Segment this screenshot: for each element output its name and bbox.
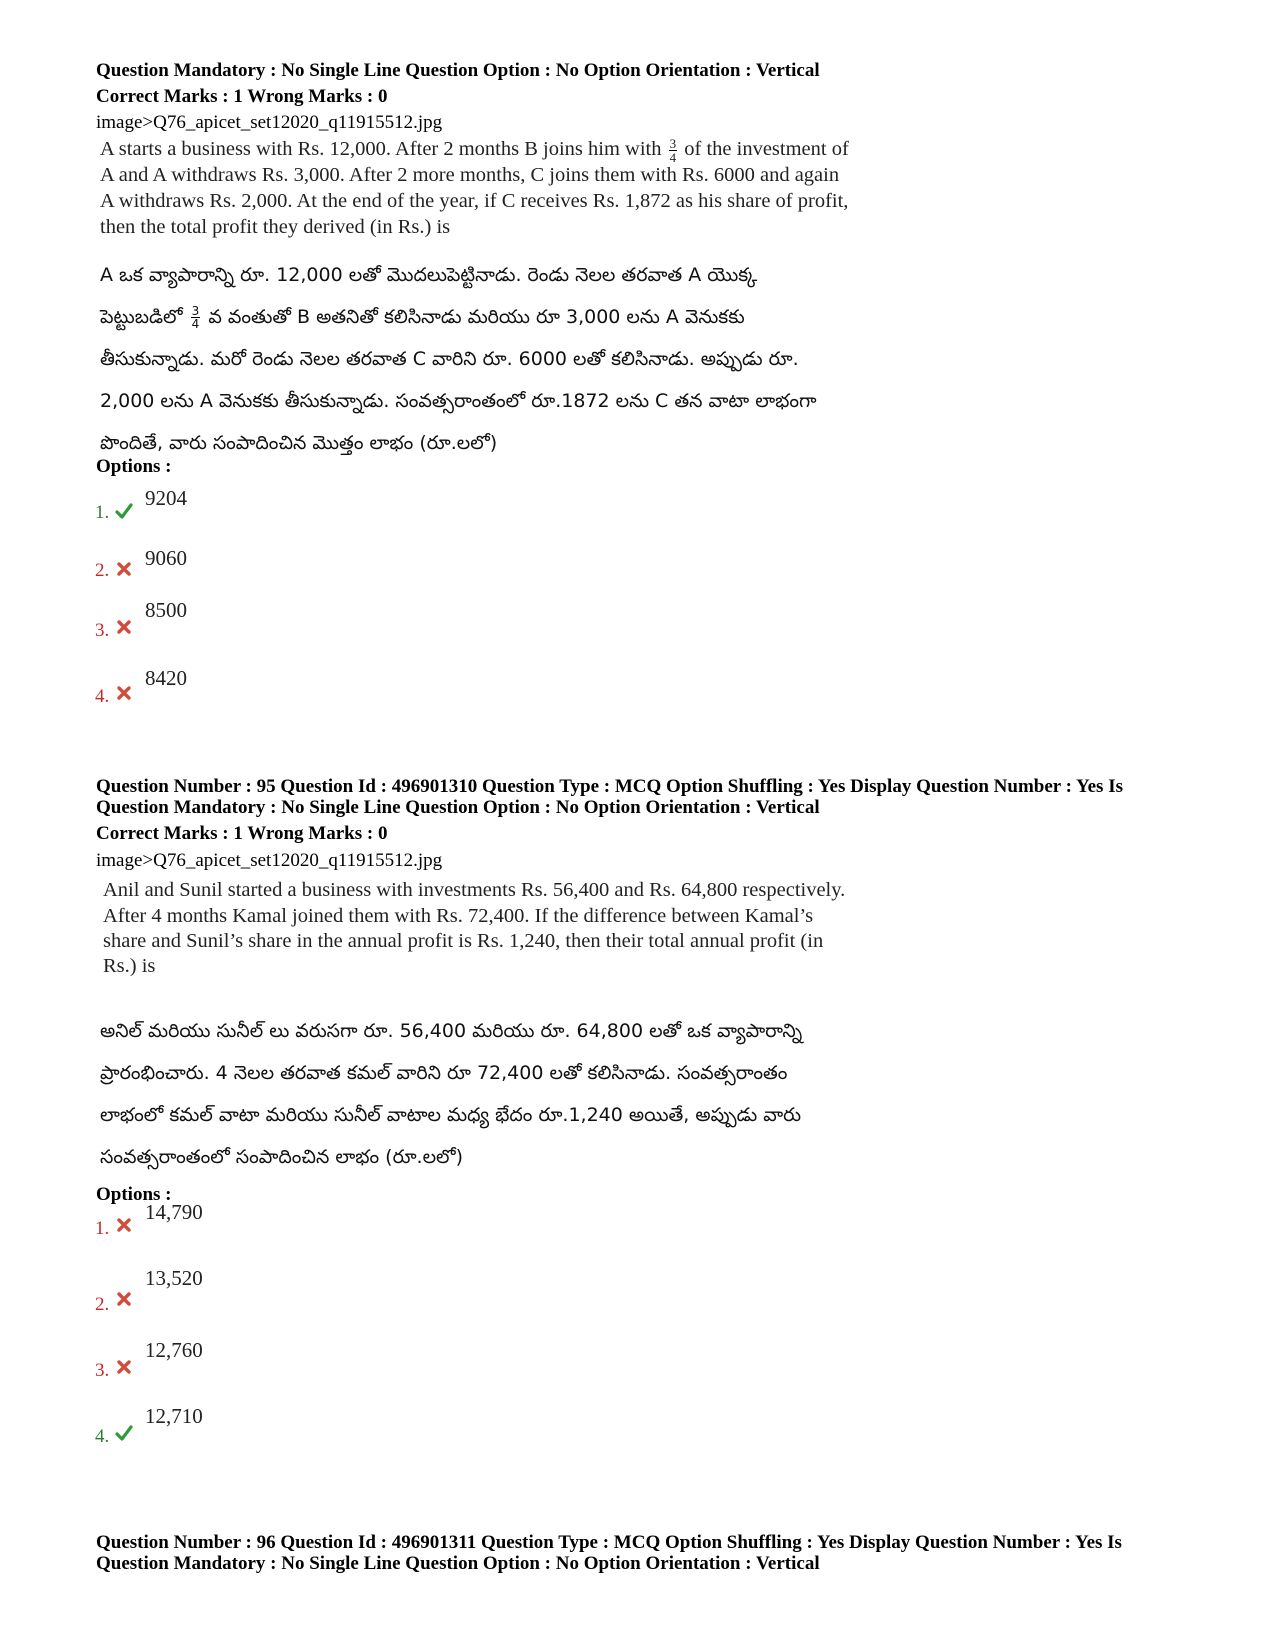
question-text-line: A withdraws Rs. 2,000. At the end of the year, if C receives Rs. 1,872 as his share of profit, [100,190,849,212]
option-value: 9204 [145,486,187,510]
question-header-line: Question Number : 96 Question Id : 496901311 Question Type : MCQ Option Shuffling : Yes Display Question Number : Yes Is [96,1532,1122,1553]
option-number: 4. [95,686,110,707]
question-text-line: then the total profit they derived (in Rs.) is [100,216,451,238]
question-text-line: share and Sunil’s share in the annual profit is Rs. 1,240, then their total annual profit (in [103,930,824,952]
option-value: 8420 [145,666,187,690]
cross-icon [115,618,133,636]
cross-icon [115,560,133,578]
telugu-line: పొందితే, వారు సంపాదించిన మొత్తం లాభం (రూ.లలో) [100,432,498,454]
question-english-text [100,136,930,240]
option-number: 3. [95,620,110,641]
cross-icon [115,684,133,702]
question-meta-line: Question Mandatory : No Single Line Question Option : No Option Orientation : Vertical [96,60,820,81]
options-heading: Options : [96,456,172,477]
telugu-line: సంవత్సరాంతంలో సంపాదించిన లాభం (రూ.లలో) [100,1146,464,1168]
options-heading: Options : [96,1184,172,1205]
option-number: 3. [95,1360,110,1381]
option-number: 2. [95,560,110,581]
option-value: 13,520 [145,1266,203,1290]
cross-icon [115,1290,133,1308]
option-value: 12,760 [145,1338,203,1362]
check-icon [115,502,133,520]
telugu-line: ప్రారంభించారు. 4 నెలల తరవాత కమల్ వారిని రూ 72,400 లతో కలిసినాడు. సంవత్సరాంతం [100,1062,788,1084]
question-text-line: A starts a business with Rs. 12,000. After 2 months B joins him with $\frac{3}{4}$ of the investment of [100,135,849,165]
option-value: 14,790 [145,1200,203,1224]
marks-line: Correct Marks : 1 Wrong Marks : 0 [96,823,388,844]
question-meta-line: Question Mandatory : No Single Line Question Option : No Option Orientation : Vertical [96,1553,820,1574]
question-telugu-text [100,1010,920,1178]
question-english-text [103,877,933,979]
option-number: 2. [95,1294,110,1315]
question-text-line: Anil and Sunil started a business with investments Rs. 56,400 and Rs. 64,800 respectively. [103,879,846,901]
telugu-line: A ఒక వ్యాపారాన్ని రూ. 12,000 లతో మొదలుపెట్టినాడు. రెండు నెలల తరవాత A యొక్క [100,264,758,286]
telugu-line: పెట్టుబడిలో $\frac{3}{4}$ వ వంతుతో B అతనితో కలిసినాడు మరియు రూ 3,000 లను A వెనుకకు [100,304,745,331]
option-value: 12,710 [145,1404,203,1428]
question-text-line: A and A withdraws Rs. 3,000. After 2 more months, C joins them with Rs. 6000 and again [100,164,840,186]
question-telugu-text [100,254,920,464]
option-number: 1. [95,1218,110,1239]
telugu-line: తీసుకున్నాడు. మరో రెండు నెలల తరవాత C వారిని రూ. 6000 లతో కలిసినాడు. అప్పుడు రూ. [100,348,799,370]
fraction: $\frac{3}{4}$ [669,135,677,165]
telugu-line: లాభంలో కమల్ వాటా మరియు సునీల్ వాటాల మధ్య భేదం రూ.1,240 అయితే, అప్పుడు వారు [100,1104,802,1126]
option-value: 8500 [145,598,187,622]
option-number: 4. [95,1426,110,1447]
question-header-line: Question Number : 95 Question Id : 496901310 Question Type : MCQ Option Shuffling : Yes Display Question Number : Yes Is [96,776,1123,797]
cross-icon [115,1358,133,1376]
question-text-line: Rs.) is [103,955,156,977]
image-filename: image>Q76_apicet_set12020_q11915512.jpg [96,112,443,133]
cross-icon [115,1216,133,1234]
telugu-line: 2,000 లను A వెనుకకు తీసుకున్నాడు. సంవత్సరాంతంలో రూ.1872 లను C తన వాటా లాభంగా [100,390,817,412]
image-filename: image>Q76_apicet_set12020_q11915512.jpg [96,850,443,871]
marks-line: Correct Marks : 1 Wrong Marks : 0 [96,86,388,107]
question-text-line: After 4 months Kamal joined them with Rs. 72,400. If the difference between Kamal’s [103,905,814,927]
check-icon [115,1424,133,1442]
question-meta-line: Question Mandatory : No Single Line Question Option : No Option Orientation : Vertical [96,797,820,818]
fraction: $\frac{3}{4}$ [191,304,200,331]
option-number: 1. [95,502,110,523]
option-value: 9060 [145,546,187,570]
telugu-line: అనిల్ మరియు సునీల్ లు వరుసగా రూ. 56,400 మరియు రూ. 64,800 లతో ఒక వ్యాపారాన్ని [100,1020,803,1042]
